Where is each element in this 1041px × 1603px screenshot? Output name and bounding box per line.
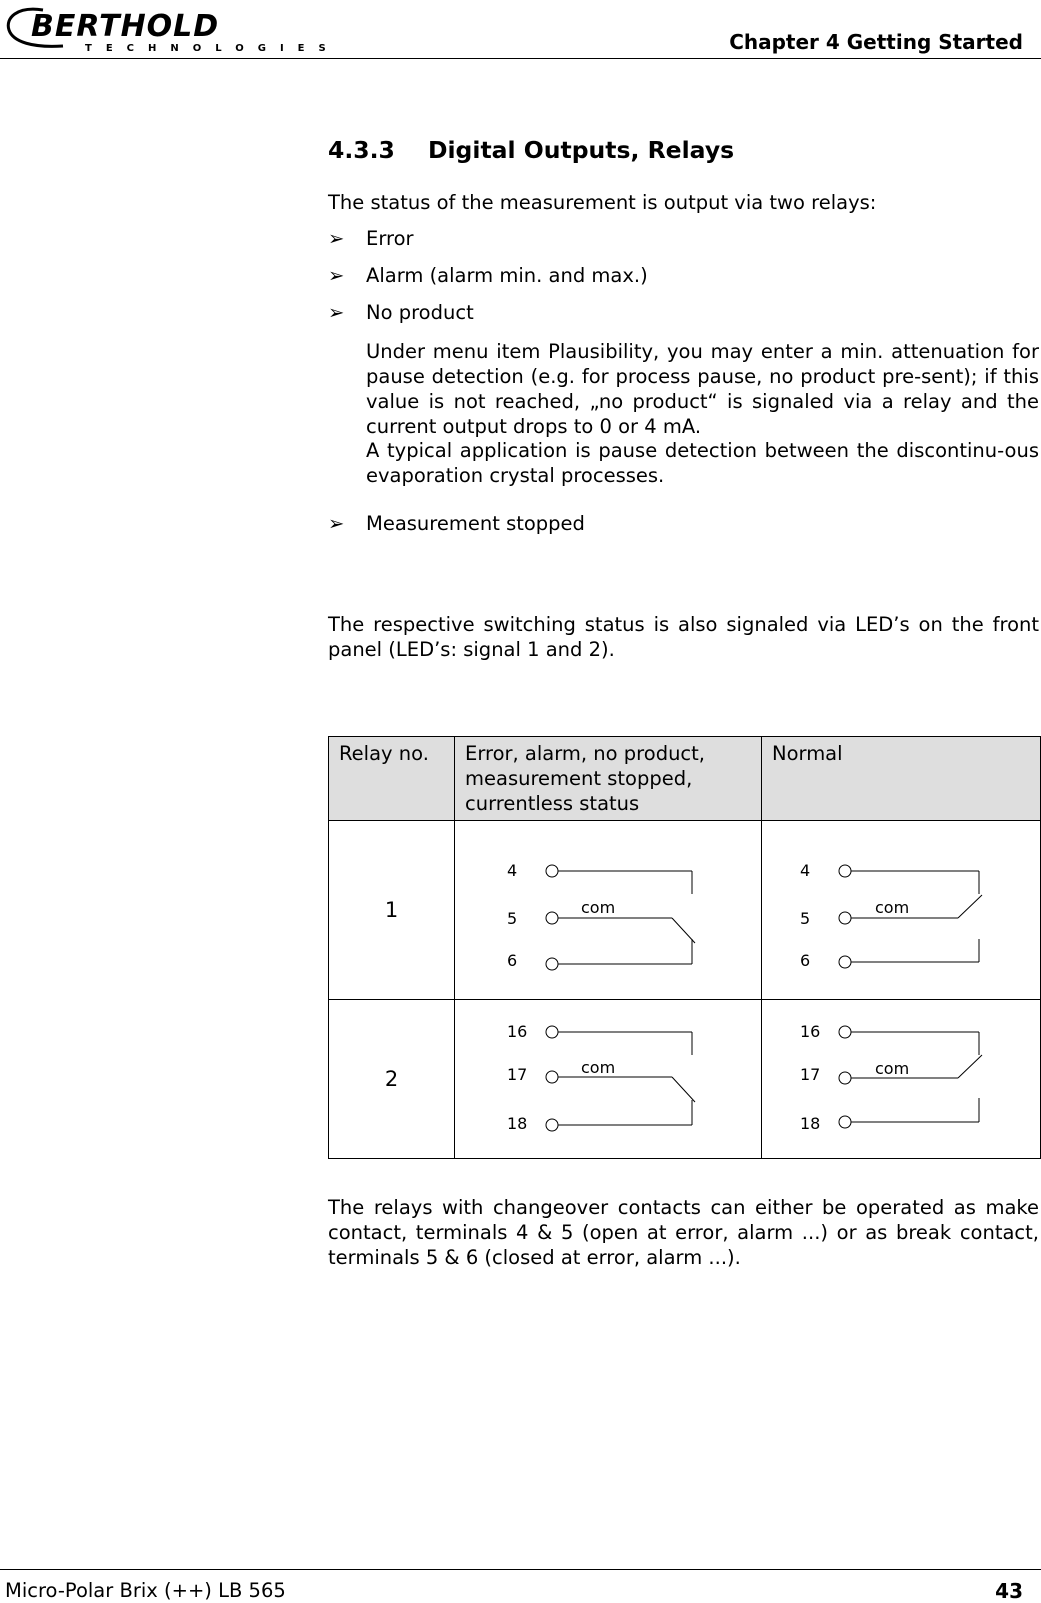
table-row xyxy=(329,1000,1041,1159)
bullet-item: ➢ Alarm (alarm min. and max.) xyxy=(328,264,648,287)
page-footer-rule xyxy=(0,1569,1041,1570)
berthold-logo xyxy=(3,4,340,54)
table-row xyxy=(329,821,1041,1000)
logo-wordmark: BERTHOLD xyxy=(31,9,220,44)
terminal-label: 16 xyxy=(800,1022,821,1041)
no-product-note: Under menu item Plausibility, you may enter a min. attenuation for pause detection (e.g. for process pause, no product pre-sent); if this value is not reached, „no product“ is signaled via a relay and the current output drops to 0 or 4 mA. xyxy=(366,340,1039,438)
com-label: com xyxy=(875,898,910,917)
relay-table xyxy=(328,736,1041,1159)
terminal-label: 4 xyxy=(507,861,518,880)
page-number: 43 xyxy=(995,1579,1023,1603)
terminal-label: 17 xyxy=(507,1065,528,1084)
arrow-bullet-icon: ➢ xyxy=(328,227,345,250)
arrow-bullet-icon: ➢ xyxy=(328,512,345,535)
com-label: com xyxy=(581,1058,616,1077)
pause-detection-note: A typical application is pause detection between the discontinu-ous evaporation crystal processes. xyxy=(366,439,1039,487)
terminal-label: 5 xyxy=(507,909,518,928)
arrow-bullet-icon: ➢ xyxy=(328,301,345,324)
bullet-item: ➢ Error xyxy=(328,227,414,250)
terminal-label: 6 xyxy=(507,951,518,970)
bullet-item: ➢ No product xyxy=(328,301,474,324)
relay-number: 1 xyxy=(329,821,455,1000)
terminal-label: 4 xyxy=(800,861,811,880)
com-label: com xyxy=(875,1059,910,1078)
terminal-label: 18 xyxy=(800,1114,821,1133)
relay-diagram-normal xyxy=(762,821,1041,1000)
table-header-row xyxy=(329,737,1041,821)
chapter-title: Chapter 4 Getting Started xyxy=(729,30,1023,54)
terminal-label: 17 xyxy=(800,1065,821,1084)
led-paragraph: The respective switching status is also signaled via LED’s on the front panel (LED’s: signal 1 and 2). xyxy=(328,613,1039,661)
arrow-bullet-icon: ➢ xyxy=(328,264,345,287)
intro-text: The status of the measurement is output via two relays: xyxy=(328,191,877,214)
footer-product: Micro-Polar Brix (++) LB 565 xyxy=(5,1579,286,1602)
terminal-label: 18 xyxy=(507,1114,528,1133)
relay-diagram-normal xyxy=(762,1000,1041,1159)
section-title: Digital Outputs, Relays xyxy=(428,136,735,164)
relay-diagram-error xyxy=(455,821,762,1000)
logo-subtext: TECHNOLOGIES xyxy=(85,43,340,54)
bullet-item: ➢ Measurement stopped xyxy=(328,512,585,535)
section-heading xyxy=(328,136,734,164)
section-number: 4.3.3 xyxy=(328,136,395,164)
header-relay-no: Relay no. xyxy=(329,737,455,821)
com-label: com xyxy=(581,898,616,917)
closing-paragraph: The relays with changeover contacts can either be operated as make contact, terminals 4 & 5 (open at error, alarm ...) or as break contact, terminals 5 & 6 (closed at error, alarm ...). xyxy=(328,1196,1039,1269)
page-header xyxy=(0,0,1041,59)
terminal-label: 5 xyxy=(800,909,811,928)
relay-number: 2 xyxy=(329,1000,455,1159)
header-normal-state: Normal xyxy=(762,737,1041,821)
header-error-state: Error, alarm, no product, measurement stopped, currentless status xyxy=(455,737,762,821)
terminal-label: 6 xyxy=(800,951,811,970)
terminal-label: 16 xyxy=(507,1022,528,1041)
relay-diagram-error xyxy=(455,1000,762,1159)
